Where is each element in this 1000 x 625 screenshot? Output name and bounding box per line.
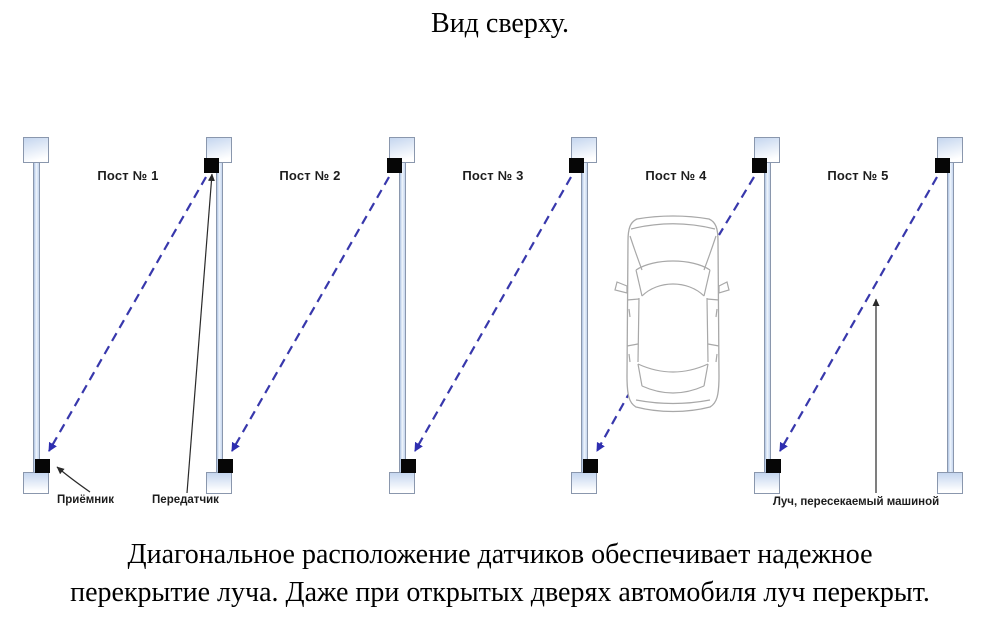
car-right-mirror [719, 282, 729, 293]
crossed-beam-label: Луч, пересекаемый машиной [772, 496, 940, 508]
beam-post-3 [415, 177, 571, 451]
car-top-view [615, 216, 729, 412]
post-5-label: Пост № 5 [827, 168, 889, 183]
receiver-pointer-arrow [57, 467, 90, 492]
beam-post-1 [49, 177, 206, 451]
post-3-label: Пост № 3 [462, 168, 524, 183]
post-2-label: Пост № 2 [279, 168, 341, 183]
beam-post-5 [780, 177, 937, 451]
transmitter-pointer-arrow [187, 174, 212, 493]
beam-post-2 [232, 177, 389, 451]
receiver-label: Приёмник [56, 494, 115, 506]
post-1-label: Пост № 1 [97, 168, 159, 183]
beam-post-4-lower-segment [597, 390, 631, 451]
caption-line-2: перекрытие луча. Даже при открытых дверях автомобиля луч перекрыт. [70, 577, 930, 608]
figure-caption [0, 536, 1000, 612]
beam-post-4-upper-segment [719, 177, 754, 235]
figure-title: Вид сверху. [431, 8, 569, 39]
post-4-label: Пост № 4 [645, 168, 707, 183]
caption-line-1: Диагональное расположение датчиков обеспечивает надежное [127, 539, 873, 570]
transmitter-label: Передатчик [152, 494, 219, 506]
car-left-mirror [615, 282, 627, 293]
